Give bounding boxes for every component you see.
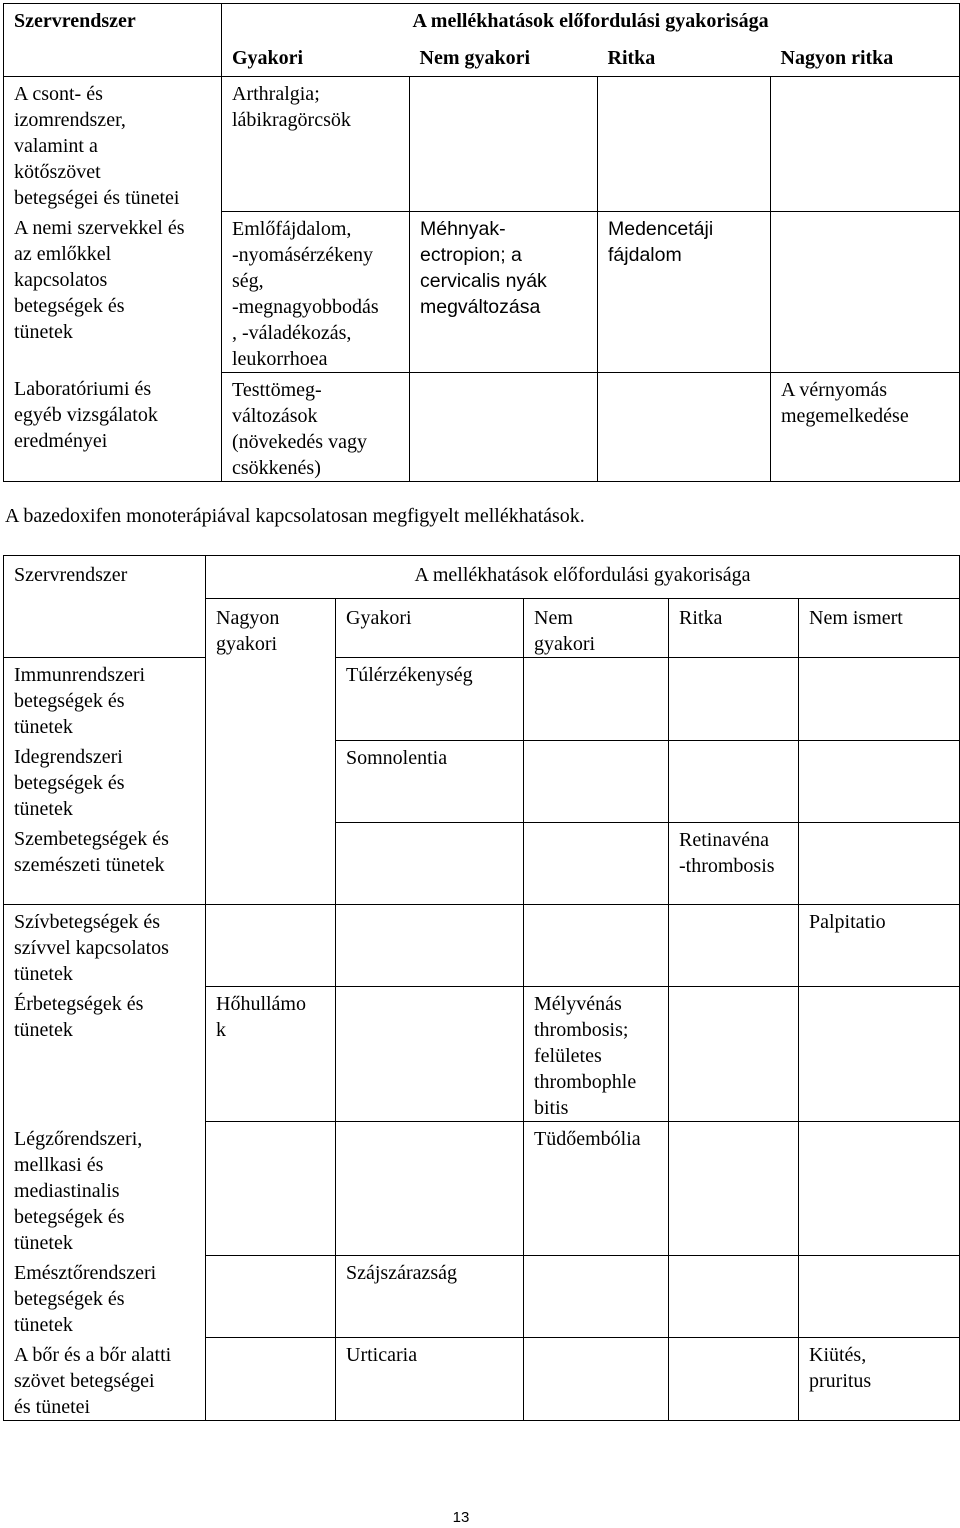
t2-row-nem-gyakori xyxy=(524,822,669,904)
t1-row-ritka: Medencetáji fájdalom xyxy=(598,211,771,372)
t2-row-gyakori: Somnolentia xyxy=(336,740,524,822)
t2-header-frequency: A mellékhatások előfordulási gyakorisága xyxy=(206,556,960,599)
t1-header-frequency: A mellékhatások előfordulási gyakorisága xyxy=(222,4,960,41)
t1-col-nagyon-ritka: Nagyon ritka xyxy=(771,41,960,77)
t1-row-gyakori: Emlőfájdalom, -nyomásérzékeny ség, -megnagyobbodás , -váladékozás, leukorrhoea xyxy=(222,211,410,372)
t1-row-ritka xyxy=(598,372,771,481)
t2-row-nagyon-gyakori xyxy=(206,1338,336,1421)
t2-col-nem-gyakori: Nem gyakori xyxy=(524,599,669,658)
t1-row-gyakori: Testtömeg- változások (növekedés vagy csökkenés) xyxy=(222,372,410,481)
t1-row-system: Laboratóriumi és egyéb vizsgálatok eredményei xyxy=(4,372,222,481)
t1-row-ritka xyxy=(598,77,771,212)
t2-row-ritka: Retinavéna -thrombosis xyxy=(669,822,799,904)
page-number: 13 xyxy=(452,1509,470,1526)
t2-row-nem-ismert xyxy=(799,1122,960,1256)
t1-row-nem-gyakori xyxy=(410,77,598,212)
t2-row-nem-gyakori xyxy=(524,904,669,987)
t2-row-nem-ismert xyxy=(799,1256,960,1338)
t2-row-nagyon-gyakori xyxy=(206,1122,336,1256)
t2-row-gyakori xyxy=(336,1122,524,1256)
t2-col-nem-ismert: Nem ismert xyxy=(799,599,960,658)
t2-row-system: Emésztőrendszeri betegségek és tünetek xyxy=(4,1256,206,1338)
table-caption: A bazedoxifen monoterápiával kapcsolatosan megfigyelt mellékhatások. xyxy=(5,505,585,527)
t2-row-nem-gyakori xyxy=(524,740,669,822)
t2-row-gyakori xyxy=(336,822,524,904)
adverse-reactions-table-2 xyxy=(3,555,960,1421)
t1-row-gyakori: Arthralgia; lábikragörcsök xyxy=(222,77,410,212)
t2-row-nem-ismert xyxy=(799,740,960,822)
t2-row-ritka xyxy=(669,658,799,741)
t2-row-nem-ismert xyxy=(799,822,960,904)
t1-row-nagyon-ritka xyxy=(771,77,960,212)
t2-row-gyakori: Szájszárazság xyxy=(336,1256,524,1338)
t2-row-ritka xyxy=(669,740,799,822)
t2-row-ritka xyxy=(669,1256,799,1338)
t2-header-system-cont xyxy=(4,599,206,658)
t1-col-ritka: Ritka xyxy=(598,41,771,77)
t1-row-nem-gyakori xyxy=(410,372,598,481)
t2-row-system: Érbetegségek és tünetek xyxy=(4,987,206,1122)
t2-row-system: Légzőrendszeri, mellkasi és mediastinalis betegségek és tünetek xyxy=(4,1122,206,1256)
t2-header-system: Szervrendszer xyxy=(4,556,206,599)
t2-row-gyakori: Túlérzékenység xyxy=(336,658,524,741)
t2-row-nagyon-gyakori xyxy=(206,658,336,905)
t2-row-nem-ismert: Palpitatio xyxy=(799,904,960,987)
t1-row-system: A nemi szervekkel és az emlőkkel kapcsolatos betegségek és tünetek xyxy=(4,211,222,372)
t2-row-nem-ismert xyxy=(799,987,960,1122)
t2-row-system: Szívbetegségek és szívvel kapcsolatos tünetek xyxy=(4,904,206,987)
adverse-reactions-table-1 xyxy=(3,3,960,482)
t2-col-gyakori: Gyakori xyxy=(336,599,524,658)
t2-row-nem-gyakori: Tüdőembólia xyxy=(524,1122,669,1256)
t2-row-ritka xyxy=(669,1338,799,1421)
t2-row-gyakori: Urticaria xyxy=(336,1338,524,1421)
t2-row-nem-gyakori xyxy=(524,1338,669,1421)
t2-row-system: Szembetegségek és szemészeti tünetek xyxy=(4,822,206,904)
t1-row-nagyon-ritka xyxy=(771,211,960,372)
t2-row-nem-gyakori: Mélyvénás thrombosis; felületes thrombophle bitis xyxy=(524,987,669,1122)
t1-col-gyakori: Gyakori xyxy=(222,41,410,77)
t1-col-nem-gyakori: Nem gyakori xyxy=(410,41,598,77)
t2-col-ritka: Ritka xyxy=(669,599,799,658)
t2-row-nagyon-gyakori: Hőhullámo k xyxy=(206,987,336,1122)
t2-row-nem-ismert: Kiütés, pruritus xyxy=(799,1338,960,1421)
t2-col-nagyon-gyakori: Nagyon gyakori xyxy=(206,599,336,658)
t2-row-nagyon-gyakori xyxy=(206,1256,336,1338)
t1-row-nem-gyakori: Méhnyak- ectropion; a cervicalis nyák megváltozása xyxy=(410,211,598,372)
t2-row-ritka xyxy=(669,904,799,987)
t2-row-system: Idegrendszeri betegségek és tünetek xyxy=(4,740,206,822)
t2-row-nagyon-gyakori xyxy=(206,904,336,987)
t2-row-system: Immunrendszeri betegségek és tünetek xyxy=(4,658,206,741)
t2-row-gyakori xyxy=(336,904,524,987)
t1-row-system: A csont- és izomrendszer, valamint a kötőszövet betegségei és tünetei xyxy=(4,77,222,212)
t2-row-ritka xyxy=(669,987,799,1122)
t1-row-nagyon-ritka: A vérnyomás megemelkedése xyxy=(771,372,960,481)
t1-header-system: Szervrendszer xyxy=(4,4,222,77)
t2-row-gyakori xyxy=(336,987,524,1122)
t2-row-system: A bőr és a bőr alatti szövet betegségei és tünetei xyxy=(4,1338,206,1421)
t2-row-nem-gyakori xyxy=(524,1256,669,1338)
t2-row-nem-ismert xyxy=(799,658,960,741)
t2-row-nem-gyakori xyxy=(524,658,669,741)
t2-row-ritka xyxy=(669,1122,799,1256)
